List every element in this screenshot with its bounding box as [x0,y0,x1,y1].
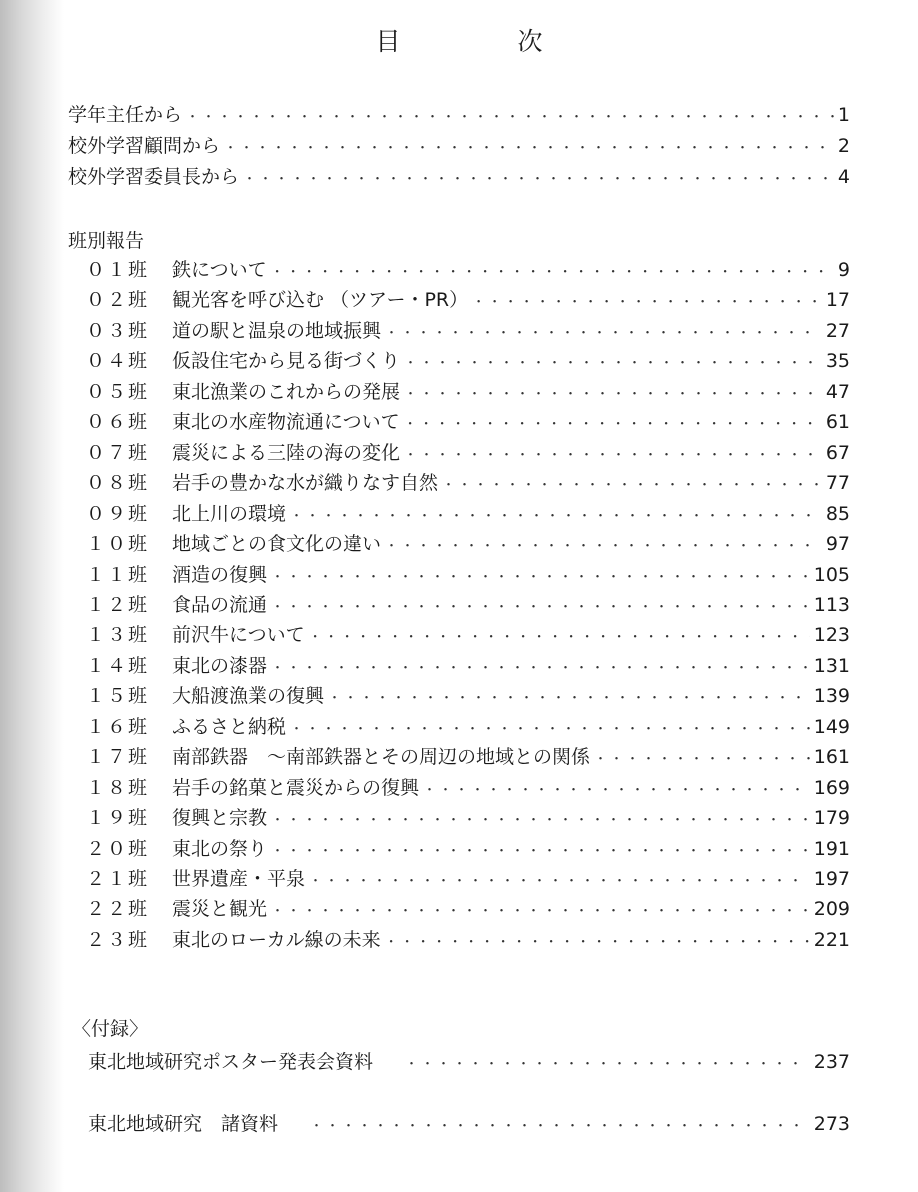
group-number: ０４班 [86,350,150,373]
entry-page: 179 [813,807,850,830]
dot-leader [243,173,834,186]
group-number: ０３班 [86,319,150,342]
entry-page: 149 [813,715,850,738]
entry-title: 酒造の復興 [172,563,268,586]
entry-page: 2 [837,135,850,157]
entry-title: 学年主任から [68,104,183,126]
dot-leader [290,510,822,523]
entry-title: 東北の漆器 [172,654,268,677]
group-number: １８班 [86,776,150,799]
group-number: １４班 [86,654,150,677]
dot-leader [404,357,822,370]
entry-page: 97 [825,533,850,556]
toc-entry [86,742,850,769]
entry-page: 221 [813,928,850,951]
dot-leader [271,662,810,675]
toc-entry [86,651,850,678]
toc-entry [86,255,850,282]
toc-entry [86,407,850,434]
entry-page: 35 [825,350,850,373]
entry-title: 東北の祭り [172,837,268,860]
entry-page: 197 [813,868,850,890]
dot-leader [271,905,810,918]
group-number: ２０班 [86,837,150,860]
entry-page: 67 [825,441,850,464]
toc-entry [86,438,850,465]
toc-entry [86,377,850,404]
entry-page: 61 [825,411,850,434]
entry-title: 地域ごとの食文化の違い [172,533,382,556]
dot-leader [309,875,810,888]
toc-entry [86,560,850,587]
toc-entry [86,864,850,891]
group-number: ０５班 [86,380,150,403]
entry-title: 北上川の環境 [172,502,287,525]
entry-page: 273 [813,1113,850,1135]
entry-title: 岩手の銘菓と震災からの復興 [172,776,420,799]
entry-page: 113 [813,593,850,616]
entry-title: 東北地域研究ポスター発表会資料 [88,1051,374,1073]
dot-leader [271,814,810,827]
toc-entry [86,316,850,343]
entry-title: 校外学習委員長から [68,166,240,188]
entry-page: 1 [837,104,850,126]
entry-page: 77 [825,472,850,495]
entry-page: 17 [825,289,850,312]
group-number: １５班 [86,685,150,708]
dot-leader [310,1120,810,1133]
section-heading: 班別報告 [68,230,145,252]
toc-entry [86,529,850,556]
group-number: ２３班 [86,928,150,951]
dot-leader [594,753,810,766]
entry-page: 27 [825,319,850,342]
appendix-entry [88,1047,850,1074]
dot-leader [328,692,810,705]
toc-entry [68,131,850,158]
dot-leader [404,449,822,462]
toc-entry [86,620,850,647]
toc-entry [86,712,850,739]
dot-leader [404,418,822,431]
toc-entry [86,803,850,830]
group-number: ２１班 [86,868,150,890]
dot-leader [271,571,810,584]
toc-entry [86,468,850,495]
group-number: １０班 [86,533,150,556]
entry-title: 世界遺産・平泉 [172,868,306,890]
entry-title: 南部鉄器 ～南部鉄器とその周辺の地域との関係 [172,746,591,769]
entry-page: 237 [813,1051,850,1073]
dot-leader [385,540,822,553]
entry-title: 校外学習顧問から [68,135,221,157]
dot-leader [224,142,834,155]
toc-entry [86,590,850,617]
appendix-heading: 〈付録〉 [72,1018,149,1040]
entry-title: 食品の流通 [172,593,268,616]
toc-entry [86,346,850,373]
entry-page: 105 [813,563,850,586]
dot-leader [186,111,834,124]
entry-title: 東北漁業のこれからの発展 [172,380,401,403]
entry-page: 139 [813,685,850,708]
toc-entry [86,681,850,708]
entry-page: 123 [813,624,850,647]
group-number: ０１班 [86,259,150,281]
toc-entry [68,100,850,127]
entry-title: 復興と宗教 [172,807,268,830]
dot-leader [442,479,822,492]
group-number: ０７班 [86,441,150,464]
toc-entry [86,834,850,861]
dot-leader [385,327,822,340]
dot-leader [271,266,834,279]
entry-title: ふるさと納税 [172,715,287,738]
entry-title: 大船渡漁業の復興 [172,685,325,708]
entry-page: 161 [813,746,850,769]
entry-title: 震災による三陸の海の変化 [172,441,401,464]
dot-leader [423,784,810,797]
entry-title: 岩手の豊かな水が織りなす自然 [172,472,439,495]
entry-page: 47 [825,380,850,403]
dot-leader [472,296,822,309]
dot-leader [385,936,810,949]
entry-title: 観光客を呼び込む （ツアー・PR） [172,289,469,312]
entry-title: 東北の水産物流通について [172,411,400,434]
entry-title: 東北地域研究 諸資料 [88,1113,279,1135]
group-number: ０２班 [86,289,150,312]
appendix-entry [88,1109,850,1136]
group-number: １２班 [86,593,150,616]
toc-entry [86,499,850,526]
binding-gutter-shadow [0,0,64,1192]
group-number: ０８班 [86,472,150,495]
entry-title: 鉄について [172,259,267,281]
entry-page: 4 [837,166,850,188]
entry-page: 85 [825,502,850,525]
group-number: １１班 [86,563,150,586]
group-number: １９班 [86,807,150,830]
entry-page: 209 [813,898,850,921]
group-number: ２２班 [86,898,150,921]
dot-leader [290,723,810,736]
group-number: １３班 [86,624,150,647]
dot-leader [309,631,810,644]
entry-title: 前沢牛について [172,624,305,647]
toc-entry [86,773,850,800]
entry-title: 東北のローカル線の未来 [172,928,381,951]
dot-leader [404,388,822,401]
entry-page: 131 [813,654,850,677]
dot-leader [271,845,810,858]
toc-entry [86,925,850,952]
entry-page: 169 [813,776,850,799]
entry-page: 191 [813,837,850,860]
entry-title: 道の駅と温泉の地域振興 [172,319,382,342]
dot-leader [271,601,810,614]
group-number: ０６班 [86,411,150,434]
group-number: １７班 [86,746,150,769]
toc-entry [68,162,850,189]
page-title: 目 次 [375,27,589,56]
entry-title: 震災と観光 [172,898,268,921]
entry-page: 9 [837,259,850,281]
group-number: １６班 [86,715,150,738]
dot-leader [405,1058,810,1071]
toc-entry [86,285,850,312]
toc-entry [86,894,850,921]
group-number: ０９班 [86,502,150,525]
entry-title: 仮設住宅から見る街づくり [172,350,401,373]
